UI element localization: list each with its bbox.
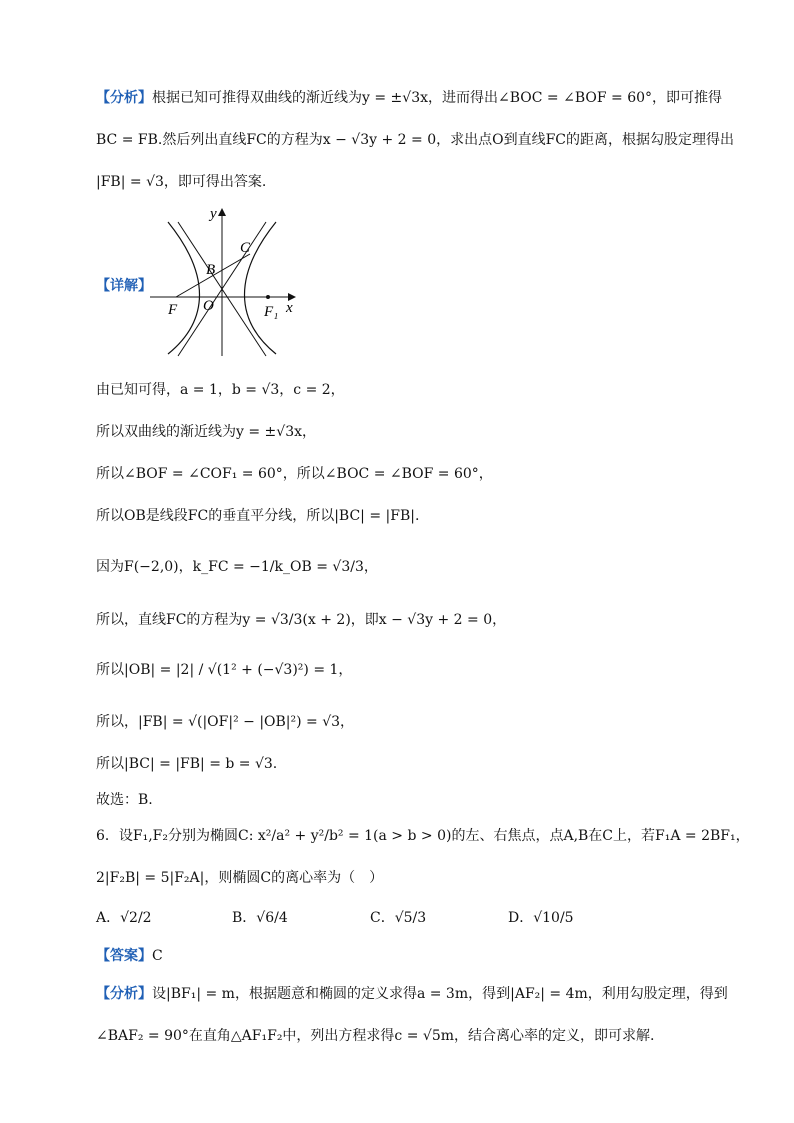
focus-f1-point (266, 295, 270, 299)
section-tag: 【详解】 (96, 278, 152, 294)
solution-line-4: 所以OB是线段FC的垂直平分线，所以|BC| = |FB|. (96, 508, 420, 524)
option-d: D．√10/5 (508, 910, 574, 926)
section-tag: 【答案】 (96, 948, 152, 964)
analysis-line-3: |FB| = √3，即可得出答案. (96, 174, 267, 190)
solution-line-8: 所以，|FB| = √(|OF|² − |OB|²) = √3， (96, 714, 355, 730)
label-x: x (286, 300, 293, 316)
label-o: O (203, 298, 214, 314)
analysis-6-line-2: ∠BAF₂ = 90°在直角△AF₁F₂中，列出方程求得c = √5m，结合离心率的定义，即可求解. (96, 1028, 655, 1044)
label-y: y (210, 206, 217, 222)
label-b: B (206, 262, 216, 278)
solution-line-2: 所以双曲线的渐近线为y = ±√3x， (96, 424, 316, 440)
label-f: F (168, 302, 178, 318)
solution-line-3: 所以∠BOF = ∠COF₁ = 60°，所以∠BOC = ∠BOF = 60°， (96, 466, 493, 482)
question-6-line-2: 2|F₂B| = 5|F₂A|，则椭圆C的离心率为（ ） (96, 870, 384, 886)
solution-line-9: 所以|BC| = |FB| = b = √3. (96, 756, 278, 772)
solution-line-1: 由已知可得，a = 1，b = √3，c = 2， (96, 382, 345, 398)
question-6-line-1: 6．设F₁,F₂分别为椭圆C: x²/a² + y²/b² = 1(a > b > 0)的左、右焦点，点A,B在C上，若F₁A = 2BF₁， (96, 828, 750, 844)
hyperbola-left-branch (168, 222, 200, 354)
answer-line: 【答案】C (96, 948, 163, 964)
analysis-line-1: 【分析】根据已知可推得双曲线的渐近线为y = ±√3x，进而得出∠BOC = ∠BOF = 60°，即可推得 (96, 90, 723, 106)
solution-line-6: 所以，直线FC的方程为y = √3/3(x + 2)，即x − √3y + 2 = 0， (96, 612, 507, 628)
label-c: C (240, 240, 251, 256)
option-a: A．√2/2 (96, 910, 152, 926)
hyperbola-figure (148, 204, 298, 358)
option-b: B．√6/4 (232, 910, 288, 926)
analysis-6-line-1: 【分析】设|BF₁| = m，根据题意和椭圆的定义求得a = 3m，得到|AF₂| = 4m，利用勾股定理，得到 (96, 986, 728, 1002)
solution-line-10: 故选：B. (96, 792, 153, 808)
analysis-line-2: BC = FB.然后列出直线FC的方程为x − √3y + 2 = 0，求出点O到直线FC的距离，根据勾股定理得出 (96, 132, 735, 148)
option-c: C．√5/3 (370, 910, 427, 926)
section-tag: 【分析】 (96, 90, 152, 106)
solution-line-5: 因为F(−2,0)，k_FC = −1/k_OB = √3/3， (96, 559, 378, 575)
detail-tag (96, 276, 152, 296)
section-tag: 【分析】 (96, 986, 152, 1002)
solution-line-7: 所以|OB| = |2| / √(1² + (−√3)²) = 1， (96, 662, 353, 678)
label-f1: F₁ (264, 304, 279, 320)
